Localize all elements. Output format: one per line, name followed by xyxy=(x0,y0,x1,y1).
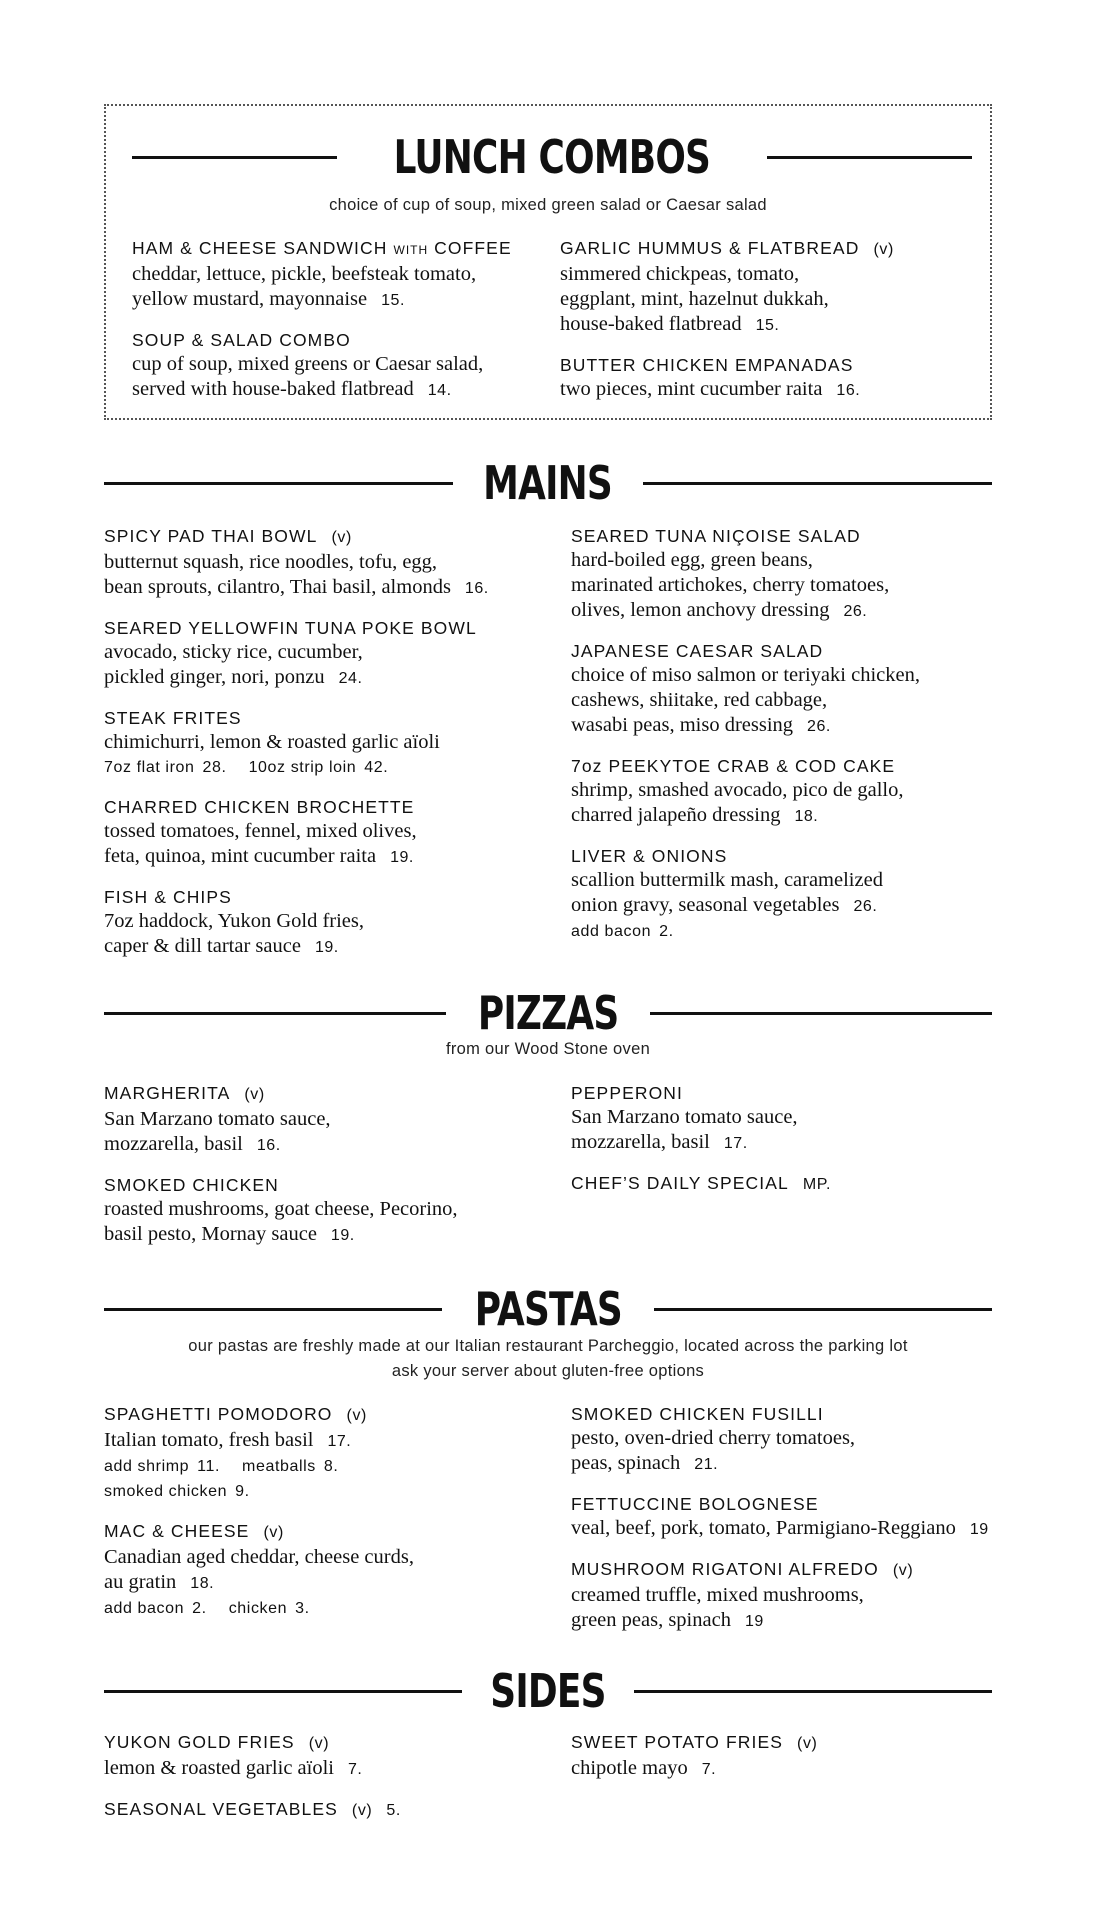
section-title: LUNCH COMBOS xyxy=(393,130,711,184)
menu-item xyxy=(571,1171,831,1197)
pastas-header xyxy=(104,1282,992,1336)
description-text: onion gravy, seasonal vegetables xyxy=(571,894,840,916)
description-text: mozzarella, basil xyxy=(571,1131,710,1153)
item-description xyxy=(560,377,894,403)
menu-item xyxy=(132,236,512,313)
description-text: caper & dill tartar sauce xyxy=(104,935,301,957)
item-name-text: SOUP & SALAD COMBO xyxy=(132,330,351,350)
item-name xyxy=(104,1730,401,1756)
item-description xyxy=(571,868,920,893)
vegetarian-marker: (v) xyxy=(308,1735,330,1752)
section-title: SIDES xyxy=(490,1664,606,1718)
header-rule-left xyxy=(104,482,453,485)
section-subtitle: choice of cup of soup, mixed green salad or Caesar salad xyxy=(329,196,767,214)
item-name xyxy=(104,706,489,730)
header-rule-right xyxy=(650,1012,992,1015)
vegetarian-marker: (v) xyxy=(263,1524,284,1541)
description-text: pesto, oven-dried cherry tomatoes, xyxy=(571,1427,856,1449)
menu-item xyxy=(571,754,920,829)
description-text: au gratin xyxy=(104,1571,177,1593)
item-price: 19 xyxy=(744,1613,764,1630)
menu-item xyxy=(571,1402,989,1477)
menu-item xyxy=(560,353,894,403)
item-description xyxy=(571,893,920,919)
extra-option xyxy=(104,759,227,776)
item-name-small: WITH xyxy=(393,243,429,257)
item-description xyxy=(132,287,512,313)
item-price: 19. xyxy=(314,939,339,956)
item-description xyxy=(104,819,489,844)
item-name xyxy=(571,1492,989,1516)
item-description xyxy=(571,663,920,688)
header-rule-right xyxy=(767,156,972,159)
item-price: 15. xyxy=(755,317,780,334)
extra-price: 2. xyxy=(659,923,674,940)
item-name xyxy=(571,639,920,663)
item-description xyxy=(104,844,489,870)
item-price: 5. xyxy=(386,1802,401,1819)
item-name xyxy=(104,1081,458,1107)
extra-option xyxy=(229,1600,310,1617)
item-name-text: CHARRED CHICKEN BROCHETTE xyxy=(104,797,415,817)
item-name-text: SWEET POTATO FRIES xyxy=(571,1732,784,1752)
description-text: lemon & roasted garlic aïoli xyxy=(104,1757,334,1779)
header-rule-left xyxy=(104,1690,462,1693)
item-name xyxy=(571,754,920,778)
extra-price: 2. xyxy=(192,1600,207,1617)
item-name-text: SEARED YELLOWFIN TUNA POKE BOWL xyxy=(104,618,477,638)
description-text: pickled ginger, nori, ponzu xyxy=(104,666,325,688)
item-name xyxy=(104,1519,414,1545)
sides-header xyxy=(104,1664,992,1718)
item-name xyxy=(104,1402,414,1428)
extra-price: 42. xyxy=(364,759,389,776)
extra-label: 10oz strip loin xyxy=(248,759,357,776)
description-text: creamed truffle, mixed mushrooms, xyxy=(571,1584,864,1606)
item-description xyxy=(571,1756,817,1782)
item-description xyxy=(104,1222,458,1248)
item-name xyxy=(560,236,894,262)
item-name-text: CHEF’S DAILY SPECIAL xyxy=(571,1173,789,1193)
description-text: cup of soup, mixed greens or Caesar salad, xyxy=(132,353,484,375)
item-description xyxy=(571,803,920,829)
vegetarian-marker: (v) xyxy=(873,241,894,258)
menu-item xyxy=(571,639,920,739)
item-name-text: MARGHERITA xyxy=(104,1083,231,1103)
menu-item xyxy=(104,524,489,601)
item-price: 21. xyxy=(694,1456,719,1473)
extra-price: 9. xyxy=(235,1483,250,1500)
item-extras xyxy=(104,1454,414,1479)
header-rule-left xyxy=(132,156,337,159)
item-name xyxy=(104,795,489,819)
menu-item xyxy=(132,328,512,403)
item-price: 18. xyxy=(190,1575,215,1592)
description-text: green peas, spinach xyxy=(571,1609,731,1631)
item-description xyxy=(571,1516,989,1542)
item-name xyxy=(104,885,489,909)
item-name-text: FISH & CHIPS xyxy=(104,887,232,907)
menu-item xyxy=(104,795,489,870)
description-text: chimichurri, lemon & roasted garlic aïoli xyxy=(104,731,440,753)
item-description xyxy=(132,377,512,403)
menu-item xyxy=(571,1081,831,1156)
menu-item xyxy=(104,1081,458,1158)
item-price: 19 xyxy=(969,1521,989,1538)
item-name xyxy=(104,1173,458,1197)
sides-right-column xyxy=(571,1730,817,1797)
vegetarian-marker: (v) xyxy=(331,529,352,546)
item-name xyxy=(571,1402,989,1426)
header-rule-right xyxy=(643,482,992,485)
mains-header xyxy=(104,456,992,510)
item-description xyxy=(104,1756,401,1782)
item-price: 26. xyxy=(843,603,868,620)
item-name-text: MUSHROOM RIGATONI ALFREDO xyxy=(571,1559,879,1579)
item-description xyxy=(571,1451,989,1477)
extra-option xyxy=(571,923,674,940)
pizzas-right-column xyxy=(571,1081,831,1212)
item-description xyxy=(104,1107,458,1132)
description-text: olives, lemon anchovy dressing xyxy=(571,599,830,621)
description-text: mozzarella, basil xyxy=(104,1133,243,1155)
menu-item xyxy=(560,236,894,338)
description-text: cashews, shiitake, red cabbage, xyxy=(571,689,828,711)
item-name-text: FETTUCCINE BOLOGNESE xyxy=(571,1494,819,1514)
description-text: hard-boiled egg, green beans, xyxy=(571,549,813,571)
menu-item xyxy=(104,1797,401,1823)
item-name-text: BUTTER CHICKEN EMPANADAS xyxy=(560,355,854,375)
description-text: peas, spinach xyxy=(571,1452,681,1474)
description-text: house-baked flatbread xyxy=(560,313,742,335)
item-description xyxy=(104,1132,458,1158)
description-text: roasted mushrooms, goat cheese, Pecorino, xyxy=(104,1198,458,1220)
item-price: MP. xyxy=(802,1176,831,1193)
item-description xyxy=(104,575,489,601)
description-text: Italian tomato, fresh basil xyxy=(104,1429,314,1451)
description-text: bean sprouts, cilantro, Thai basil, almonds xyxy=(104,576,451,598)
item-name-text: JAPANESE CAESAR SALAD xyxy=(571,641,824,661)
description-text: chipotle mayo xyxy=(571,1757,688,1779)
item-price: 16. xyxy=(256,1137,281,1154)
item-price: 17. xyxy=(723,1135,748,1152)
extra-label: add bacon xyxy=(104,1600,185,1617)
extra-option xyxy=(104,1600,207,1617)
section-subtitle-2: ask your server about gluten-free options xyxy=(391,1362,705,1380)
extra-label: add bacon xyxy=(571,923,652,940)
item-price: 19. xyxy=(390,849,414,866)
item-price: 7. xyxy=(701,1761,717,1778)
extra-label: add shrimp xyxy=(104,1458,190,1475)
item-description xyxy=(104,1197,458,1222)
item-description xyxy=(132,262,512,287)
item-name-text: STEAK FRITES xyxy=(104,708,242,728)
item-name-text: SPICY PAD THAI BOWL xyxy=(104,526,318,546)
menu-item xyxy=(571,844,920,944)
item-name-text: SPAGHETTI POMODORO xyxy=(104,1404,333,1424)
item-description xyxy=(571,1608,989,1634)
item-extras xyxy=(104,1596,414,1621)
menu-item xyxy=(104,885,489,960)
item-price: 16. xyxy=(464,580,489,597)
combo-left-column xyxy=(132,236,512,418)
item-description xyxy=(571,1105,831,1130)
item-price: 19. xyxy=(330,1227,355,1244)
item-description xyxy=(571,688,920,713)
description-text: veal, beef, pork, tomato, Parmigiano-Reggiano xyxy=(571,1517,956,1539)
header-rule-right xyxy=(654,1308,992,1311)
item-price: 16. xyxy=(836,382,861,399)
item-name-text: SMOKED CHICKEN xyxy=(104,1175,279,1195)
vegetarian-marker: (v) xyxy=(892,1562,914,1579)
item-description xyxy=(560,262,894,287)
extra-option xyxy=(104,1458,220,1475)
pizzas-left-column xyxy=(104,1081,458,1263)
item-name xyxy=(132,236,512,262)
sides-left-column xyxy=(104,1730,401,1838)
item-price: 15. xyxy=(381,292,405,309)
menu-item xyxy=(104,616,489,691)
item-name-text: HAM & CHEESE SANDWICH xyxy=(132,238,388,258)
item-extras xyxy=(571,919,920,944)
header-rule-right xyxy=(634,1690,992,1693)
description-text: basil pesto, Mornay sauce xyxy=(104,1223,317,1245)
extra-price: 3. xyxy=(295,1600,310,1617)
item-price: 17. xyxy=(327,1433,352,1450)
item-name xyxy=(104,616,489,640)
item-description xyxy=(104,1570,414,1596)
extra-price: 11. xyxy=(197,1458,221,1475)
description-text: butternut squash, rice noodles, tofu, egg, xyxy=(104,551,438,573)
item-name xyxy=(571,844,920,868)
item-price: 26. xyxy=(853,898,878,915)
extra-label: smoked chicken xyxy=(104,1483,228,1500)
item-price: 14. xyxy=(427,382,452,399)
item-description xyxy=(571,1426,989,1451)
item-name-text: LIVER & ONIONS xyxy=(571,846,728,866)
item-description xyxy=(104,640,489,665)
item-name xyxy=(104,1797,401,1823)
item-name xyxy=(132,328,512,352)
item-description xyxy=(560,312,894,338)
item-name xyxy=(571,1081,831,1105)
item-price: 26. xyxy=(807,718,831,735)
item-extras xyxy=(104,1479,414,1504)
description-text: shrimp, smashed avocado, pico de gallo, xyxy=(571,779,904,801)
menu-item xyxy=(104,1519,414,1621)
vegetarian-marker: (v) xyxy=(346,1407,367,1424)
item-description xyxy=(571,713,920,739)
item-description xyxy=(104,934,489,960)
header-rule-left xyxy=(104,1012,446,1015)
description-text: 7oz haddock, Yukon Gold fries, xyxy=(104,910,364,932)
pizzas-header xyxy=(104,986,992,1040)
item-description xyxy=(571,1583,989,1608)
pastas-right-column xyxy=(571,1402,989,1649)
section-subtitle: our pastas are freshly made at our Italian restaurant Parcheggio, located across the parking lot xyxy=(188,1337,908,1355)
extra-label: chicken xyxy=(228,1600,288,1617)
description-text: scallion buttermilk mash, caramelized xyxy=(571,869,883,891)
item-description xyxy=(104,665,489,691)
section-title: MAINS xyxy=(483,456,613,510)
menu-item xyxy=(104,1173,458,1248)
item-name-text: GARLIC HUMMUS & FLATBREAD xyxy=(560,238,860,258)
item-description xyxy=(571,573,920,598)
vegetarian-marker: (v) xyxy=(797,1735,818,1752)
description-text: two pieces, mint cucumber raita xyxy=(560,378,823,400)
description-text: Canadian aged cheddar, cheese curds, xyxy=(104,1546,414,1568)
item-name-text: YUKON GOLD FRIES xyxy=(104,1732,295,1752)
item-name xyxy=(571,1171,831,1197)
description-text: eggplant, mint, hazelnut dukkah, xyxy=(560,288,829,310)
vegetarian-marker: (v) xyxy=(244,1086,265,1103)
item-price: 24. xyxy=(338,670,363,687)
extra-label: 7oz flat iron xyxy=(104,759,195,776)
item-name xyxy=(571,524,920,548)
item-extras xyxy=(104,755,489,780)
description-text: yellow mustard, mayonnaise xyxy=(132,288,368,310)
section-title: PIZZAS xyxy=(477,986,619,1040)
item-description xyxy=(104,1428,414,1454)
item-description xyxy=(104,730,489,755)
item-description xyxy=(571,548,920,573)
pastas-left-column xyxy=(104,1402,414,1636)
item-price: 18. xyxy=(794,808,819,825)
section-title: PASTAS xyxy=(474,1282,622,1336)
section-subtitle: from our Wood Stone oven xyxy=(445,1040,651,1058)
description-text: San Marzano tomato sauce, xyxy=(104,1108,331,1130)
vegetarian-marker: (v) xyxy=(351,1802,373,1819)
menu-item xyxy=(571,524,920,624)
item-name xyxy=(571,1730,817,1756)
item-description xyxy=(560,287,894,312)
item-name-text: PEPPERONI xyxy=(571,1083,684,1103)
description-text: feta, quinoa, mint cucumber raita xyxy=(104,845,377,867)
mains-right-column xyxy=(571,524,920,959)
item-name-text: MAC & CHEESE xyxy=(104,1521,250,1541)
item-name-text: SEASONAL VEGETABLES xyxy=(104,1799,338,1819)
extra-price: 8. xyxy=(323,1458,339,1475)
description-text: wasabi peas, miso dressing xyxy=(571,714,794,736)
combo-right-column xyxy=(560,236,894,418)
menu-item xyxy=(104,1730,401,1782)
menu-item xyxy=(571,1557,989,1634)
item-name xyxy=(571,1557,989,1583)
mains-left-column xyxy=(104,524,489,975)
item-name-text: SEARED TUNA NIÇOISE SALAD xyxy=(571,526,861,546)
header-rule-left xyxy=(104,1308,442,1311)
description-text: choice of miso salmon or teriyaki chicken, xyxy=(571,664,920,686)
item-description xyxy=(571,598,920,624)
menu-item xyxy=(571,1492,989,1542)
extra-option xyxy=(242,1458,338,1475)
item-price: 7. xyxy=(347,1761,363,1778)
description-text: served with house-baked flatbread xyxy=(132,378,414,400)
description-text: avocado, sticky rice, cucumber, xyxy=(104,641,363,663)
description-text: tossed tomatoes, fennel, mixed olives, xyxy=(104,820,417,842)
description-text: San Marzano tomato sauce, xyxy=(571,1106,798,1128)
extra-option xyxy=(249,759,389,776)
extra-label: meatballs xyxy=(242,1458,316,1475)
item-name xyxy=(104,524,489,550)
item-description xyxy=(571,1130,831,1156)
item-description xyxy=(132,352,512,377)
description-text: charred jalapeño dressing xyxy=(571,804,781,826)
item-name-text: 7oz PEEKYTOE CRAB & COD CAKE xyxy=(571,756,896,776)
item-description xyxy=(104,909,489,934)
item-name-text: SMOKED CHICKEN FUSILLI xyxy=(571,1404,824,1424)
item-name xyxy=(560,353,894,377)
menu-item xyxy=(571,1730,817,1782)
item-description xyxy=(104,550,489,575)
item-description xyxy=(571,778,920,803)
extra-price: 28. xyxy=(202,759,227,776)
item-name-tail: COFFEE xyxy=(434,238,512,258)
description-text: marinated artichokes, cherry tomatoes, xyxy=(571,574,890,596)
item-description xyxy=(104,1545,414,1570)
extra-option xyxy=(104,1483,250,1500)
lunch-combos-header xyxy=(132,130,972,184)
description-text: simmered chickpeas, tomato, xyxy=(560,263,800,285)
menu-item xyxy=(104,1402,414,1504)
description-text: cheddar, lettuce, pickle, beefsteak tomato, xyxy=(132,263,477,285)
menu-item xyxy=(104,706,489,780)
